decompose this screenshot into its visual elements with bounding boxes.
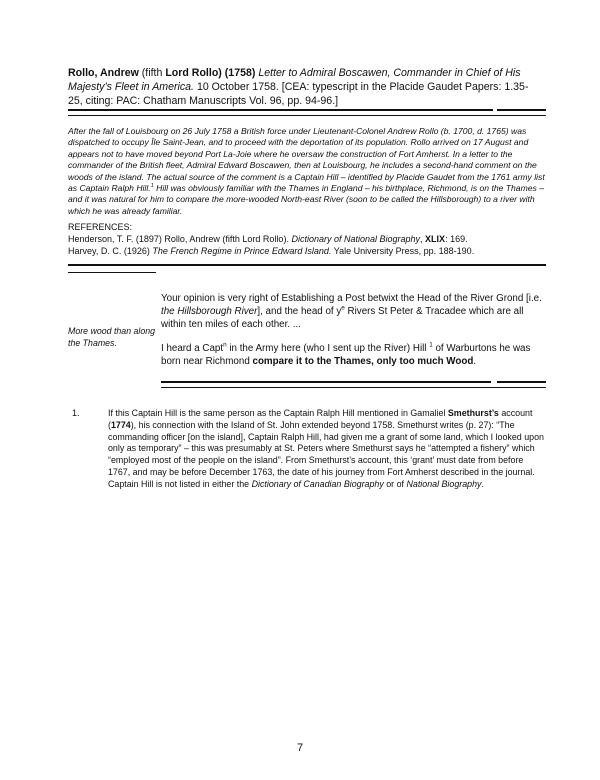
references-block xyxy=(68,222,546,257)
reference-title: Dictionary of National Biography xyxy=(291,233,421,244)
section-divider-end xyxy=(497,381,546,383)
reference-text: Yale University Press, pp. 188-190. xyxy=(331,245,475,256)
reference-text: : 169. xyxy=(445,233,468,244)
reference-item xyxy=(68,246,546,258)
quote-superscript: n xyxy=(223,341,227,349)
references-heading: REFERENCES: xyxy=(68,222,133,232)
reference-text: Harvey, D. C. (1926) xyxy=(68,245,153,256)
reference-volume: XLIX xyxy=(425,233,446,244)
author-name: Rollo, Andrew xyxy=(68,67,139,79)
quote-emphasis: the Hillsborough River xyxy=(161,306,258,317)
intro-text-1: After the fall of Louisbourg on 26 July 1758 a British force under Lieutenant-Colonel Andrew Rollo (b. 1700, d. 1765) was dispatched to occupy Île Saint-Jean, and to proceed with the deportation of its population. Rollo arrived on 17 August and appears not to have moved beyond Port La-Joie where he oversaw the construction of Fort Amherst. In a letter to the commander of the British fleet, Admiral Edward Boscawen, then at Louisbourg, he includes a second-hand comment on the woods of the island. The actual source of the comment is a Captain Hill – identified by Placide Gaudet from the 1761 army list as Captain Ralph Hill. xyxy=(68,126,545,194)
footnote-text xyxy=(108,408,548,491)
footnote-bold: Smethurst’s xyxy=(447,408,499,418)
reference-text: , xyxy=(420,233,426,244)
footnote-bold: 1774 xyxy=(110,419,131,430)
author-paren-open: (fifth xyxy=(138,67,166,79)
author-year: ) (1758) xyxy=(218,67,259,79)
intro-text-2: Hill was obviously familiar with the Thames in England – his birthplace, Richmond, is on the Thames – and it was natural for him to compare the more-wooded North-east River (soon to be called the Hillsborough) to a river with which he was already familiar. xyxy=(68,183,544,216)
footnote-title: Dictionary of Canadian Biography xyxy=(251,478,384,489)
section-divider xyxy=(68,109,493,111)
reference-text: Henderson, T. F. (1897) Rollo, Andrew (fifth Lord Rollo). xyxy=(68,233,292,244)
citation-details: 10 October 1758. [CEA: typescript in the Placide Gaudet Papers: 1.35-25, citing: PAC: Chatham Manuscripts Vol. 96, pp. 94-96.] xyxy=(68,81,529,107)
quote-text: ], and the head of y xyxy=(257,306,342,317)
quote-paragraph xyxy=(161,342,545,368)
citation-header xyxy=(68,66,538,108)
quote-superscript: e xyxy=(341,304,345,312)
quote-text: in the Army here (who I sent up the River) Hill xyxy=(226,343,430,354)
footnote-segment: or of xyxy=(383,478,407,489)
reference-item xyxy=(68,234,546,246)
section-divider-thin xyxy=(161,387,546,388)
author-title: Lord Rollo xyxy=(165,67,219,79)
footnote-segment: ), his connection with the Island of St. John extended beyond 1758. Smethurst writes (p. 27): “The commanding officer [on the island], Captain Ralph Hill, had given me a grant of some land, which I looked upon only as temporary” – this was presumably at St. Peters where Smethurst says he “attempted a fishery” which “employed most of the people on the island”. From Smethurst’s account, this ‘grant’ must date from before 1767, and may be before December 1763, the date of his journey from Fort Amherst described in the journal. Captain Hill is not listed in either the xyxy=(108,419,544,489)
footnote-ref: 1 xyxy=(150,183,154,190)
quote-text: I heard a Capt xyxy=(161,343,224,354)
section-divider-end xyxy=(497,109,546,111)
letter-quote xyxy=(161,292,545,368)
footnote-segment: account ( xyxy=(108,408,533,430)
margin-divider xyxy=(68,272,156,273)
letter-title: Letter to Admiral Boscawen, Commander in Chief of His Majesty’s Fleet in America. xyxy=(68,67,521,93)
quote-text: Rivers St Peter & Tracadee which are all within ten miles of each other. ... xyxy=(161,306,524,330)
intro-paragraph xyxy=(68,126,546,217)
reference-title: The French Regime in Prince Edward Island. xyxy=(152,245,332,256)
quote-paragraph xyxy=(161,292,545,331)
footnote-segment: . xyxy=(481,478,484,489)
quote-highlight: compare it to the Thames, only too much Wood xyxy=(252,356,474,367)
quote-text: Your opinion is very right of Establishing a Post betwixt the Head of the River Grond [i.e. xyxy=(161,293,542,304)
section-divider xyxy=(68,264,546,266)
margin-note: More wood than along the Thames. xyxy=(68,326,156,348)
quote-text: . xyxy=(473,356,477,367)
footnote-title: National Biography xyxy=(406,478,482,489)
section-divider-thin xyxy=(68,115,546,116)
quote-text: of Warburtons he was born near Richmond xyxy=(161,343,531,367)
page-number: 7 xyxy=(296,742,304,754)
section-divider xyxy=(161,381,491,383)
footnote-number: 1. xyxy=(72,408,80,418)
footnote-ref: 1 xyxy=(429,341,433,349)
footnote-segment: If this Captain Hill is the same person as the Captain Ralph Hill mentioned in Gamaliel xyxy=(108,408,448,418)
